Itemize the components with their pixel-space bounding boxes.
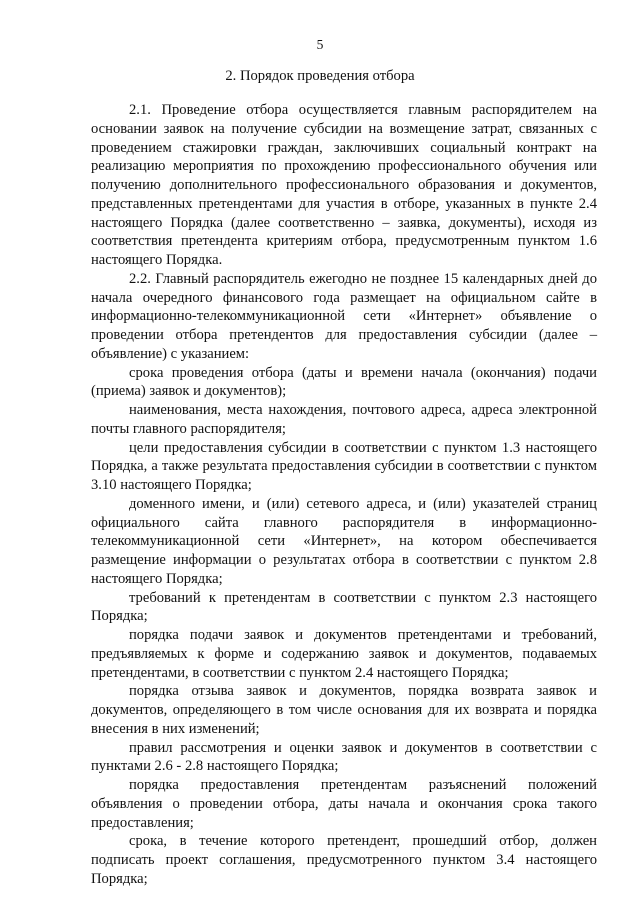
list-item-signing-deadline: срока, в течение которого претендент, прошедший отбор, должен подписать проект соглашения, предусмотренного пунктом 3.4 настоящего Порядка; (91, 833, 597, 887)
list-item-clarification-procedure: порядка предоставления претендентам разъяснений положений объявления о проведении отбора, даты начала и окончания срока такого предоставления; (91, 777, 597, 831)
section-title: 2. Порядок проведения отбора (225, 68, 415, 84)
list-item-evaluation-rules: правил рассмотрения и оценки заявок и документов в соответствии с пунктами 2.6 - 2.8 настоящего Порядка; (91, 739, 597, 775)
list-item-distributor-contacts: наименования, места нахождения, почтового адреса, адреса электронной почты главного распорядителя; (91, 402, 597, 437)
list-item-submission-procedure: порядка подачи заявок и документов претендентами и требований, предъявляемых к форме и содержанию заявок и документов, подаваемых претендентами, в соответствии с пунктом 2.4 настоящего Порядка; (91, 627, 597, 681)
list-item-website-address: доменного имени, и (или) сетевого адреса, и (или) указателей страниц официального сайта главного распорядителя в информационно-телекоммуникационной сети «Интернет», на котором обеспечивается размещение информации о результатах отбора в соответствии с пунктом 2.8 настоящего Порядка; (91, 495, 597, 587)
list-item-subsidy-purpose: цели предоставления субсидии в соответствии с пунктом 1.3 настоящего Порядка, а также результата предоставления субсидии в соответствии с пунктом 3.10 настоящего Порядка; (91, 439, 597, 493)
list-item-applicant-requirements: требований к претендентам в соответствии с пунктом 2.3 настоящего Порядка; (91, 589, 597, 625)
paragraph-2-2: 2.2. Главный распорядитель ежегодно не позднее 15 календарных дней до начала очередного финансового года размещает на официальном сайте в информационно-телекоммуникационной сети «Интернет» объявление о проведении отбора претендентов для предоставления субсидии (далее – объявление) с указанием: (91, 270, 597, 362)
document-body (91, 101, 597, 889)
list-item-withdrawal-procedure: порядка отзыва заявок и документов, порядка возврата заявок и документов, определяющего в том числе основания для их возврата и порядка внесения в них изменений; (91, 683, 597, 737)
list-item-selection-period: срока проведения отбора (даты и времени начала (окончания) подачи (приема) заявок и документов); (91, 364, 597, 400)
page-number: 5 (316, 37, 324, 52)
paragraph-2-1: 2.1. Проведение отбора осуществляется главным распорядителем на основании заявок на получение субсидии на возмещение затрат, связанных с проведением стажировки граждан, заключивших социальный контракт на реализацию мероприятия по прохождению профессионального обучения или получению дополнительного профессионального образования и документов, представленных претендентами для участия в отборе, указанных в пункте 2.4 настоящего Порядка (далее соответственно – заявка, документы), исходя из соответствия претендента критериям отбора, предусмотренным пунктом 1.6 настоящего Порядка. (91, 102, 597, 268)
